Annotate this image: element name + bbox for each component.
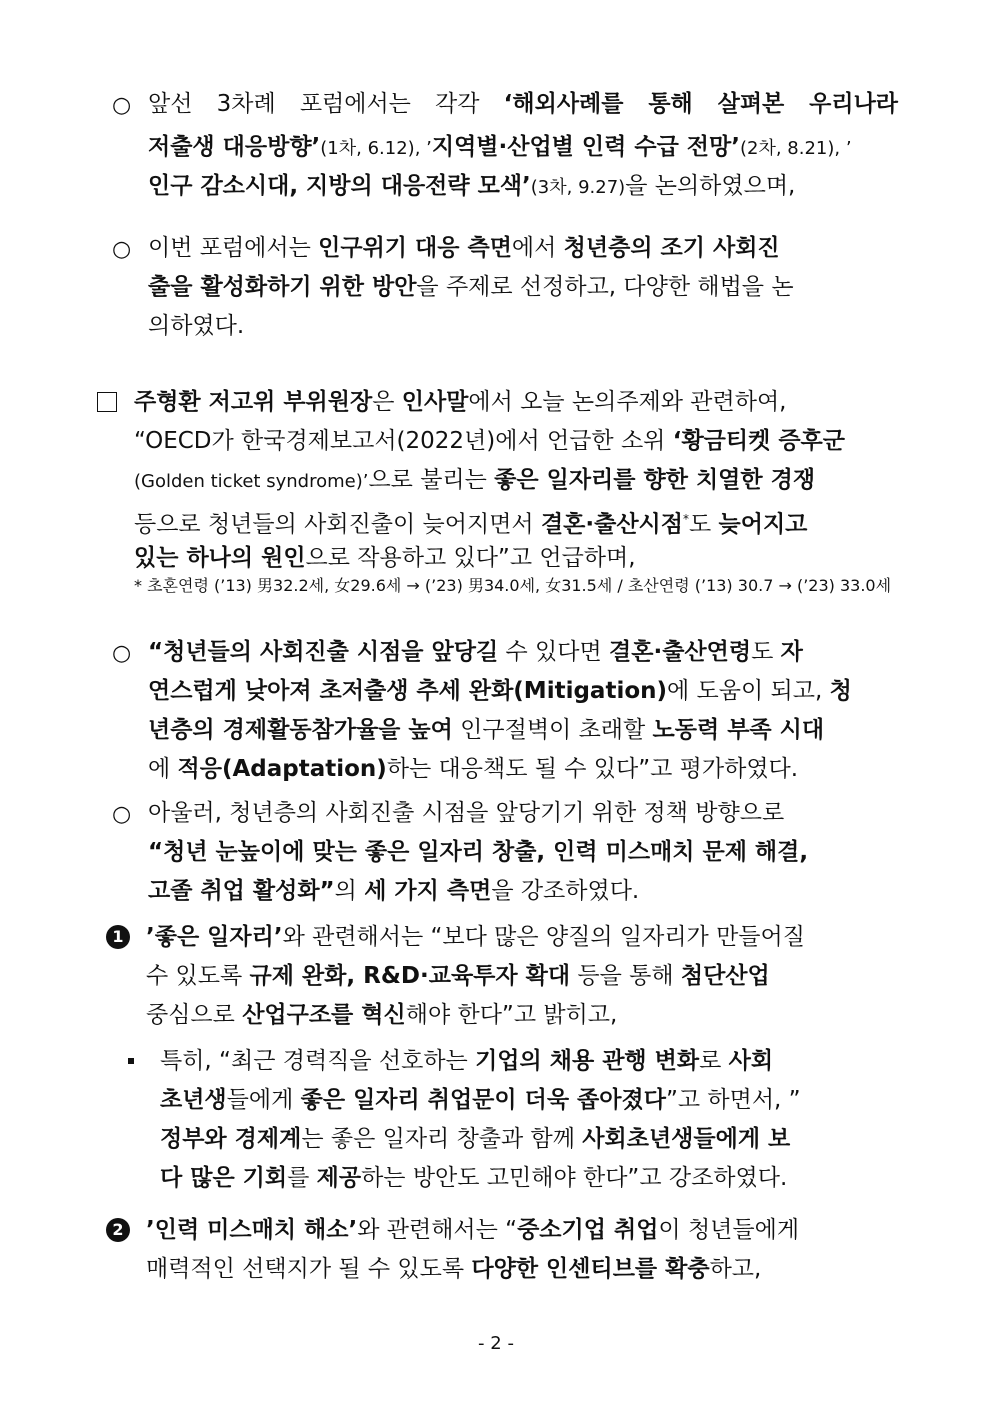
text-line: ’인력 미스매치 해소’와 관련해서는 “중소기업 취업이 청년들에게: [146, 1217, 800, 1243]
text-line: 에 적응(Adaptation)하는 대응책도 될 수 있다”고 평가하였다.: [148, 756, 799, 782]
checkbox-icon: [97, 392, 117, 412]
text-line: 초년생들에게 좋은 일자리 취업문이 더욱 좁아졌다”고 하면서, ”: [160, 1087, 801, 1113]
text-line: 수 있도록 규제 완화, R&D·교육투자 확대 등을 통해 첨단산업: [146, 963, 770, 989]
text-line: “OECD가 한국경제보고서(2022년)에서 언급한 소위 ‘황금티켓 증후군: [134, 428, 845, 454]
text-line: 다 많은 기회를 제공하는 방안도 고민해야 한다”고 강조하였다.: [160, 1165, 788, 1191]
text-line: 출을 활성화하기 위한 방안을 주제로 선정하고, 다양한 해법을 논: [148, 274, 794, 300]
text-line: 의하였다.: [148, 313, 245, 339]
text-line: 이번 포럼에서는 인구위기 대응 측면에서 청년층의 조기 사회진: [148, 235, 780, 261]
circle-bullet: ○: [112, 641, 132, 666]
circle-bullet: ○: [112, 237, 132, 262]
page-number: - 2 -: [478, 1333, 514, 1354]
text-line: 있는 하나의 원인으로 작용하고 있다”고 언급하며,: [134, 545, 636, 571]
text-line: “청년들의 사회진출 시점을 앞당길 수 있다면 결혼·출산연령도 자: [148, 639, 803, 665]
text-line: (Golden ticket syndrome)’으로 불리는 좋은 일자리를 향한 치열한 경쟁: [134, 467, 816, 493]
text-line: 주형환 저고위 부위원장은 인사말에서 오늘 논의주제와 관련하여,: [134, 389, 787, 415]
text-line: 특히, “최근 경력직을 선호하는 기업의 채용 관행 변화로 사회: [160, 1048, 774, 1074]
text-line: ’좋은 일자리’와 관련해서는 “보다 많은 양질의 일자리가 만들어질: [146, 924, 805, 950]
text-line: 아울러, 청년층의 사회진출 시점을 앞당기기 위한 정책 방향으로: [148, 800, 785, 826]
text-line: 인구 감소시대, 지방의 대응전략 모색’(3차, 9.27)을 논의하였으며,: [148, 173, 796, 199]
text-line: 중심으로 산업구조를 혁신해야 한다”고 밝히고,: [146, 1002, 618, 1028]
text-line: 등으로 청년들의 사회진출이 늦어지면서 결혼·출산시점*도 늦어지고: [134, 511, 808, 538]
text-line: 정부와 경제계는 좋은 일자리 창출과 함께 사회초년생들에게 보: [160, 1126, 791, 1152]
text-line: 매력적인 선택지가 될 수 있도록 다양한 인센티브를 확충하고,: [146, 1256, 762, 1282]
text-line: 저출생 대응방향’(1차, 6.12), ’지역별·산업별 인력 수급 전망’(2차, 8.21), ’: [148, 134, 852, 160]
circle-bullet: ○: [112, 802, 132, 827]
number-1-icon: 1: [106, 925, 130, 949]
text-line: “청년 눈높이에 맞는 좋은 일자리 창출, 인력 미스매치 문제 해결,: [148, 839, 809, 865]
circle-bullet: ○: [112, 93, 132, 118]
text-line: 연스럽게 낮아져 초저출생 추세 완화(Mitigation)에 도움이 되고, 청: [148, 678, 852, 704]
footnote: * 초혼연령 (’13) 男32.2세, 女29.6세 → (’23) 男34.0세, 女31.5세 / 초산연령 (’13) 30.7 → (’23) 33.0세: [134, 576, 892, 595]
text-line: 고졸 취업 활성화”의 세 가지 측면을 강조하였다.: [148, 878, 640, 904]
text-line: 앞선 3차례 포럼에서는 각각 ‘해외사례를 통해 살펴본 우리나라: [148, 91, 898, 117]
text-line: 년층의 경제활동참가율을 높여 인구절벽이 초래할 노동력 부족 시대: [148, 717, 825, 743]
number-2-icon: 2: [106, 1218, 130, 1242]
square-bullet-icon: [128, 1058, 134, 1064]
